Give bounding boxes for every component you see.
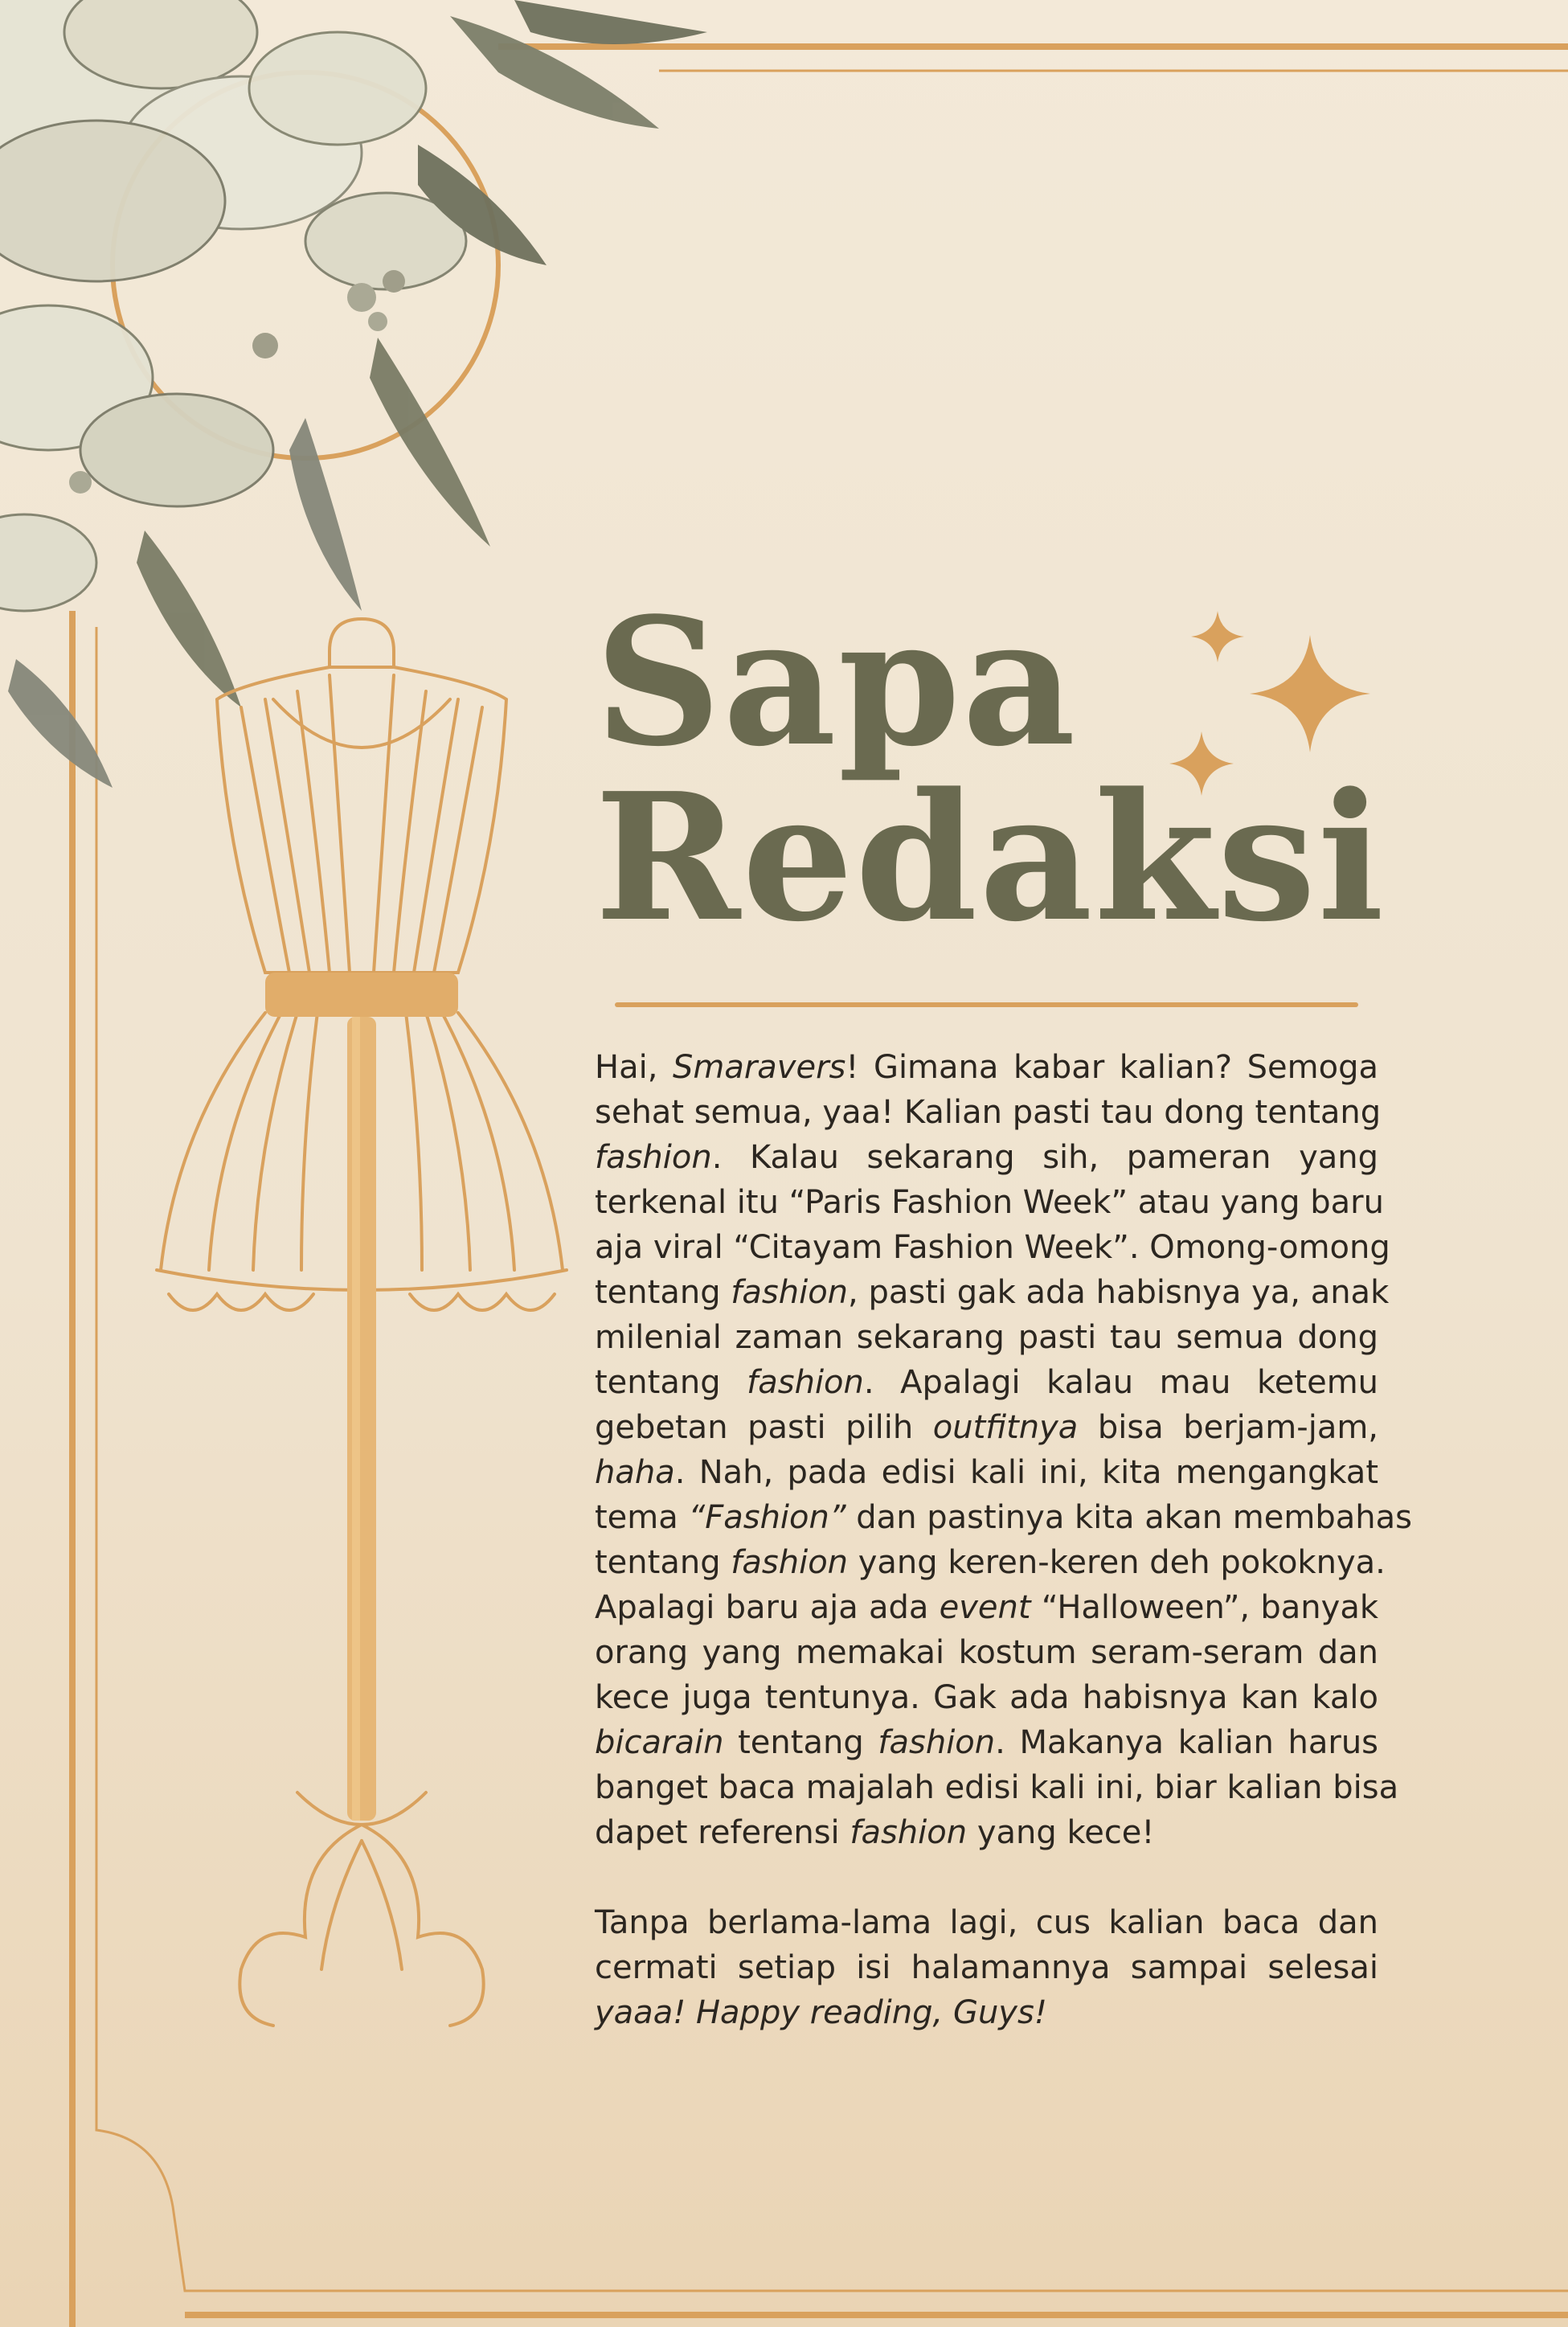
italic-text-run: fashion [850, 1814, 968, 1851]
title-line-2: Redaksi [595, 755, 1386, 961]
italic-text-run: Smaravers [672, 1049, 846, 1086]
text-run: “Halloween”, banyak [1030, 1589, 1378, 1626]
text-run: cermati setiap isi halamannya sampai selesai [595, 1949, 1378, 1986]
text-line [595, 1720, 1378, 1765]
text-run: orang yang memakai kostum seram-seram dan [595, 1634, 1378, 1671]
text-run: tema [595, 1499, 689, 1536]
text-line [595, 1765, 1399, 1810]
text-line [595, 1405, 1378, 1450]
text-run: Apalagi baru aja ada [595, 1589, 940, 1626]
text-run: banget baca majalah edisi kali ini, biar kalian bisa [595, 1769, 1399, 1806]
text-run: sehat semua, yaa! Kalian pasti tau dong tentang [595, 1094, 1382, 1131]
text-line [595, 1810, 1378, 1855]
italic-text-run: outfitnya [932, 1409, 1079, 1446]
text-line [595, 1225, 1390, 1270]
text-run: . Apalagi kalau mau ketemu [863, 1364, 1379, 1401]
text-run: tentang [595, 1274, 731, 1311]
text-line [595, 1360, 1378, 1405]
text-run: aja viral “Citayam Fashion Week”. Omong-omong [595, 1229, 1390, 1266]
title-underline [615, 1002, 1358, 1007]
text-line [595, 1945, 1378, 1990]
text-run: bisa berjam-jam, [1078, 1409, 1379, 1446]
text-line [595, 1180, 1384, 1225]
italic-text-run: fashion [731, 1544, 849, 1581]
text-run: terkenal itu “Paris Fashion Week” atau yang baru [595, 1184, 1384, 1221]
text-line [595, 1135, 1378, 1180]
text-run: dan pastinya kita akan membahas [845, 1499, 1412, 1536]
text-run: tentang [723, 1724, 878, 1761]
paragraph-1 [595, 1045, 1412, 1855]
text-run: tentang [595, 1544, 731, 1581]
text-line [595, 1990, 1378, 2035]
page-title [595, 580, 1386, 961]
italic-text-run: fashion [878, 1724, 996, 1761]
text-line [595, 1450, 1378, 1495]
text-line [595, 1675, 1378, 1720]
text-run: yang kece! [967, 1814, 1155, 1851]
italic-text-run: fashion [747, 1364, 864, 1401]
text-line [595, 1585, 1378, 1630]
italic-text-run: fashion [731, 1274, 849, 1311]
text-run: ! Gimana kabar kalian? Semoga [845, 1049, 1378, 1086]
text-run: . Kalau sekarang sih, pameran yang [711, 1139, 1378, 1176]
title-line-1: Sapa [595, 580, 1078, 785]
text-line [595, 1630, 1378, 1675]
text-line [595, 1540, 1386, 1585]
italic-text-run: bicarain [595, 1724, 724, 1761]
text-run: . Makanya kalian harus [995, 1724, 1379, 1761]
italic-text-run: yaaa! Happy reading, Guys! [595, 1994, 1047, 2031]
editorial-text [595, 1045, 1412, 2035]
text-line [595, 1270, 1390, 1315]
text-run: gebetan pasti pilih [595, 1409, 933, 1446]
italic-text-run: haha [595, 1454, 675, 1491]
text-run: Hai, [595, 1049, 673, 1086]
italic-text-run: “Fashion” [688, 1499, 846, 1536]
paragraph-2 [595, 1900, 1378, 2035]
text-run: dapet referensi [595, 1814, 850, 1851]
text-line [595, 1900, 1378, 1945]
text-run: Tanpa berlama-lama lagi, cus kalian baca dan [595, 1904, 1378, 1941]
text-run: , pasti gak ada habisnya ya, anak [848, 1274, 1390, 1311]
text-line [595, 1090, 1382, 1135]
text-line [595, 1495, 1412, 1540]
italic-text-run: event [939, 1589, 1031, 1626]
paragraph-gap [595, 1855, 1378, 1900]
text-run: kece juga tentunya. Gak ada habisnya kan kalo [595, 1679, 1378, 1716]
italic-text-run: fashion [595, 1139, 712, 1176]
text-run: milenial zaman sekarang pasti tau semua dong [595, 1319, 1378, 1356]
text-line [595, 1045, 1378, 1090]
text-run: yang keren-keren deh pokoknya. [848, 1544, 1386, 1581]
text-run: tentang [595, 1364, 747, 1401]
text-line [595, 1315, 1378, 1360]
text-run: . Nah, pada edisi kali ini, kita mengangkat [674, 1454, 1378, 1491]
dress-form-illustration [145, 603, 579, 2066]
